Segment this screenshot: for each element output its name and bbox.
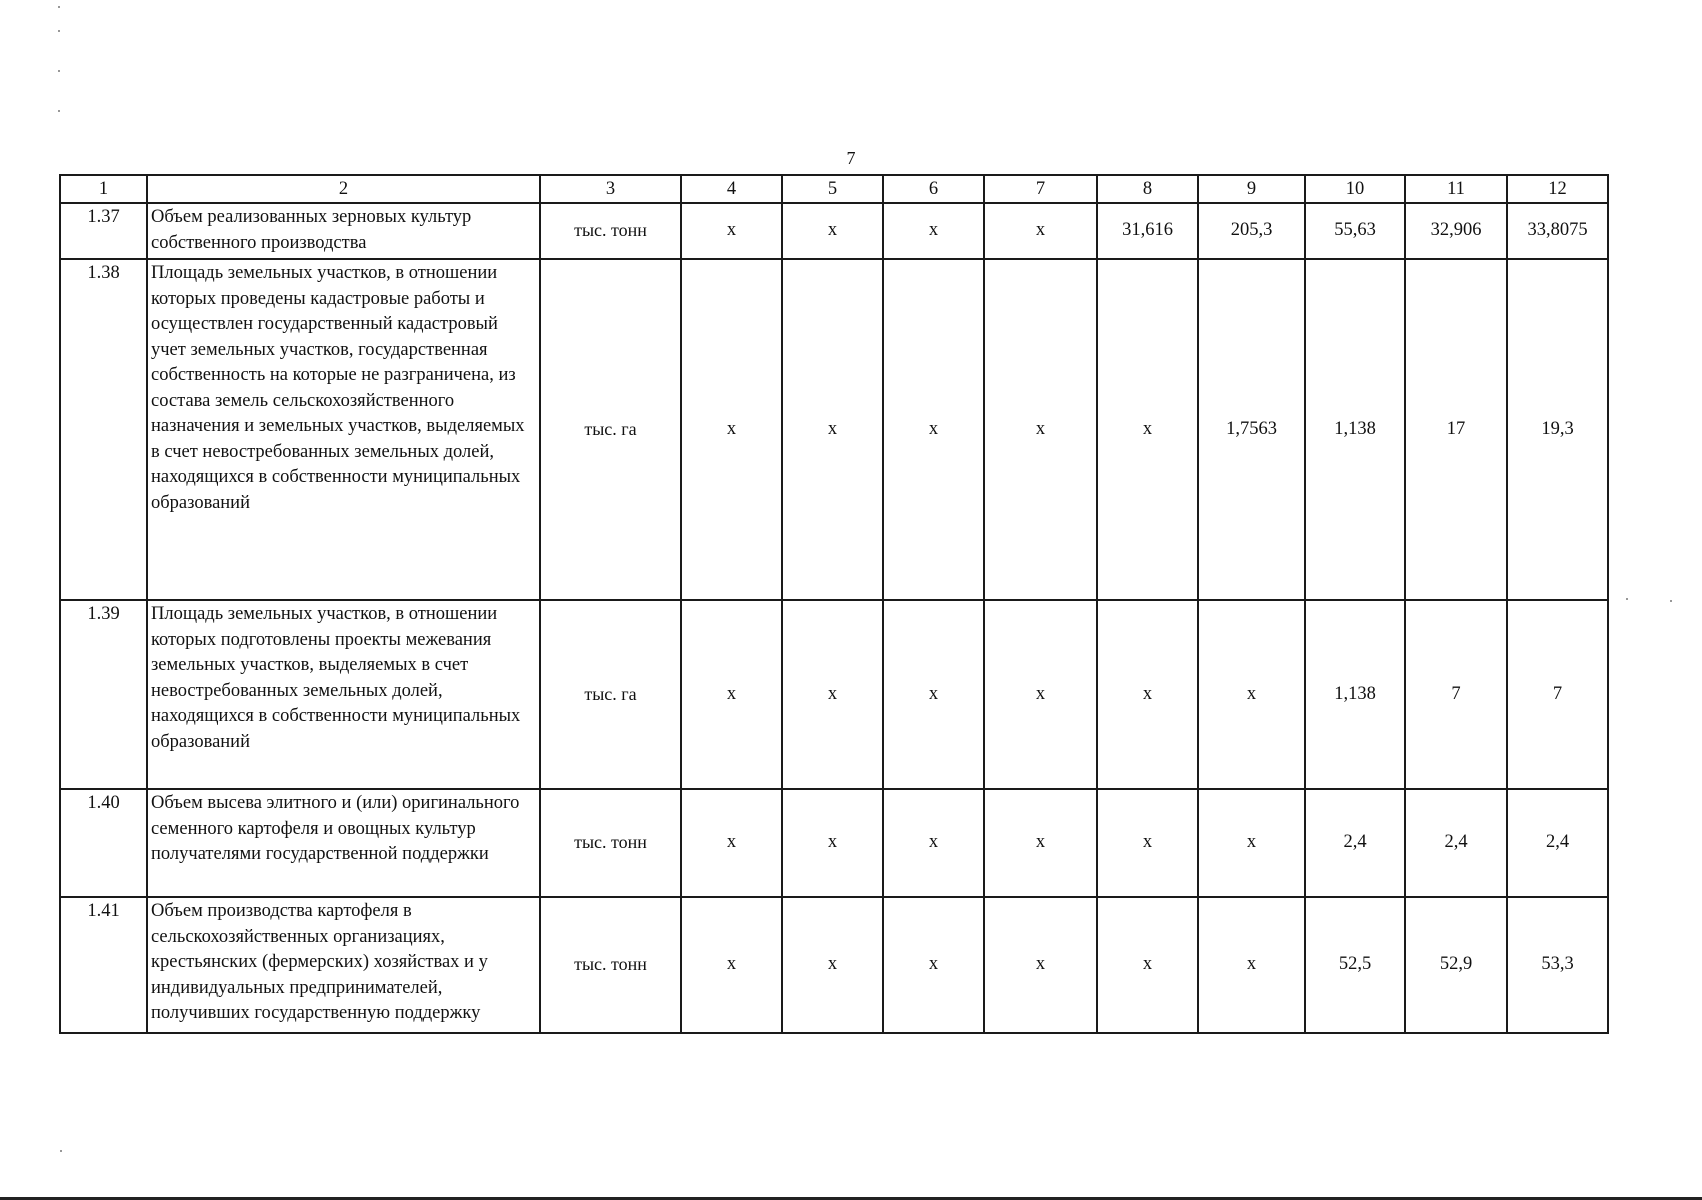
table-row — [60, 259, 1608, 600]
row-value: х — [782, 203, 883, 259]
row-value: 2,4 — [1305, 789, 1405, 897]
row-number: 1.37 — [60, 203, 147, 259]
row-value: х — [681, 897, 782, 1033]
row-value: 17 — [1405, 259, 1507, 600]
header-cell: 5 — [782, 175, 883, 203]
table-row — [60, 789, 1608, 897]
table-row — [60, 203, 1608, 259]
row-value: 1,7563 — [1198, 259, 1305, 600]
header-cell: 6 — [883, 175, 984, 203]
row-description: Площадь земельных участков, в отношении которых подготовлены проекты межевания земельных участков, выделяемых в счет невостребованных земельных долей, находящихся в собственности муниципальных образований — [147, 600, 540, 789]
page-number: 7 — [846, 148, 856, 168]
row-value: х — [782, 259, 883, 600]
row-description: Объем производства картофеля в сельскохозяйственных организациях, крестьянских (фермерских) хозяйствах и у индивидуальных предпринимателей, получивших государственную поддержку — [147, 897, 540, 1033]
row-value: х — [984, 600, 1097, 789]
row-description: Объем реализованных зерновых культур собственного производства — [147, 203, 540, 259]
row-value: х — [984, 259, 1097, 600]
header-cell: 7 — [984, 175, 1097, 203]
row-value: х — [984, 789, 1097, 897]
row-value: х — [681, 203, 782, 259]
row-value: х — [984, 897, 1097, 1033]
row-value: 31,616 — [1097, 203, 1198, 259]
row-unit: тыс. тонн — [540, 897, 681, 1033]
row-number: 1.40 — [60, 789, 147, 897]
table-body — [60, 203, 1608, 1033]
row-value: х — [681, 600, 782, 789]
row-value: х — [883, 789, 984, 897]
row-value: х — [883, 259, 984, 600]
row-value: 52,5 — [1305, 897, 1405, 1033]
row-value: х — [1198, 600, 1305, 789]
row-value: 19,3 — [1507, 259, 1608, 600]
header-cell: 9 — [1198, 175, 1305, 203]
row-number: 1.38 — [60, 259, 147, 600]
scan-artifact — [58, 30, 60, 32]
header-row — [60, 175, 1608, 203]
header-cell: 12 — [1507, 175, 1608, 203]
indicators-table — [59, 174, 1609, 1034]
row-value: 7 — [1405, 600, 1507, 789]
row-value: х — [681, 789, 782, 897]
scan-artifact — [58, 110, 60, 112]
row-value: 55,63 — [1305, 203, 1405, 259]
row-value: 1,138 — [1305, 600, 1405, 789]
row-value: х — [1097, 897, 1198, 1033]
row-value: х — [1198, 897, 1305, 1033]
table-row — [60, 600, 1608, 789]
header-cell: 8 — [1097, 175, 1198, 203]
scan-artifact — [58, 6, 60, 8]
row-value: 32,906 — [1405, 203, 1507, 259]
header-cell: 10 — [1305, 175, 1405, 203]
row-value: х — [883, 897, 984, 1033]
row-number: 1.41 — [60, 897, 147, 1033]
header-cell: 3 — [540, 175, 681, 203]
row-unit: тыс. тонн — [540, 789, 681, 897]
row-unit: тыс. тонн — [540, 203, 681, 259]
header-cell: 2 — [147, 175, 540, 203]
row-value: х — [782, 897, 883, 1033]
row-value: х — [782, 789, 883, 897]
header-cell: 11 — [1405, 175, 1507, 203]
scan-artifact — [60, 1150, 62, 1152]
row-description: Объем высева элитного и (или) оригинального семенного картофеля и овощных культур получателями государственной поддержки — [147, 789, 540, 897]
header-cell: 4 — [681, 175, 782, 203]
row-value: х — [681, 259, 782, 600]
row-value: х — [883, 600, 984, 789]
row-description: Площадь земельных участков, в отношении которых проведены кадастровые работы и осуществлен государственный кадастровый учет земельных участков, государственная собственность на которые не разграничена, из состава земель сельскохозяйственного назначения и земельных участков, выделяемых в счет невостребованных земельных долей, находящихся в собственности муниципальных образований — [147, 259, 540, 600]
row-value: 2,4 — [1405, 789, 1507, 897]
row-value: 2,4 — [1507, 789, 1608, 897]
row-value: 53,3 — [1507, 897, 1608, 1033]
table-row — [60, 897, 1608, 1033]
row-unit: тыс. га — [540, 259, 681, 600]
scan-artifact — [1626, 598, 1628, 600]
row-value: х — [883, 203, 984, 259]
row-value: х — [1097, 789, 1198, 897]
row-value: 52,9 — [1405, 897, 1507, 1033]
row-unit: тыс. га — [540, 600, 681, 789]
row-value: х — [984, 203, 1097, 259]
header-cell: 1 — [60, 175, 147, 203]
row-number: 1.39 — [60, 600, 147, 789]
table-header — [60, 175, 1608, 203]
row-value: 205,3 — [1198, 203, 1305, 259]
row-value: х — [1097, 600, 1198, 789]
row-value: х — [1097, 259, 1198, 600]
row-value: х — [1198, 789, 1305, 897]
row-value: х — [782, 600, 883, 789]
row-value: 33,8075 — [1507, 203, 1608, 259]
row-value: 1,138 — [1305, 259, 1405, 600]
scan-artifact — [1670, 600, 1672, 602]
scan-artifact — [58, 70, 60, 72]
row-value: 7 — [1507, 600, 1608, 789]
